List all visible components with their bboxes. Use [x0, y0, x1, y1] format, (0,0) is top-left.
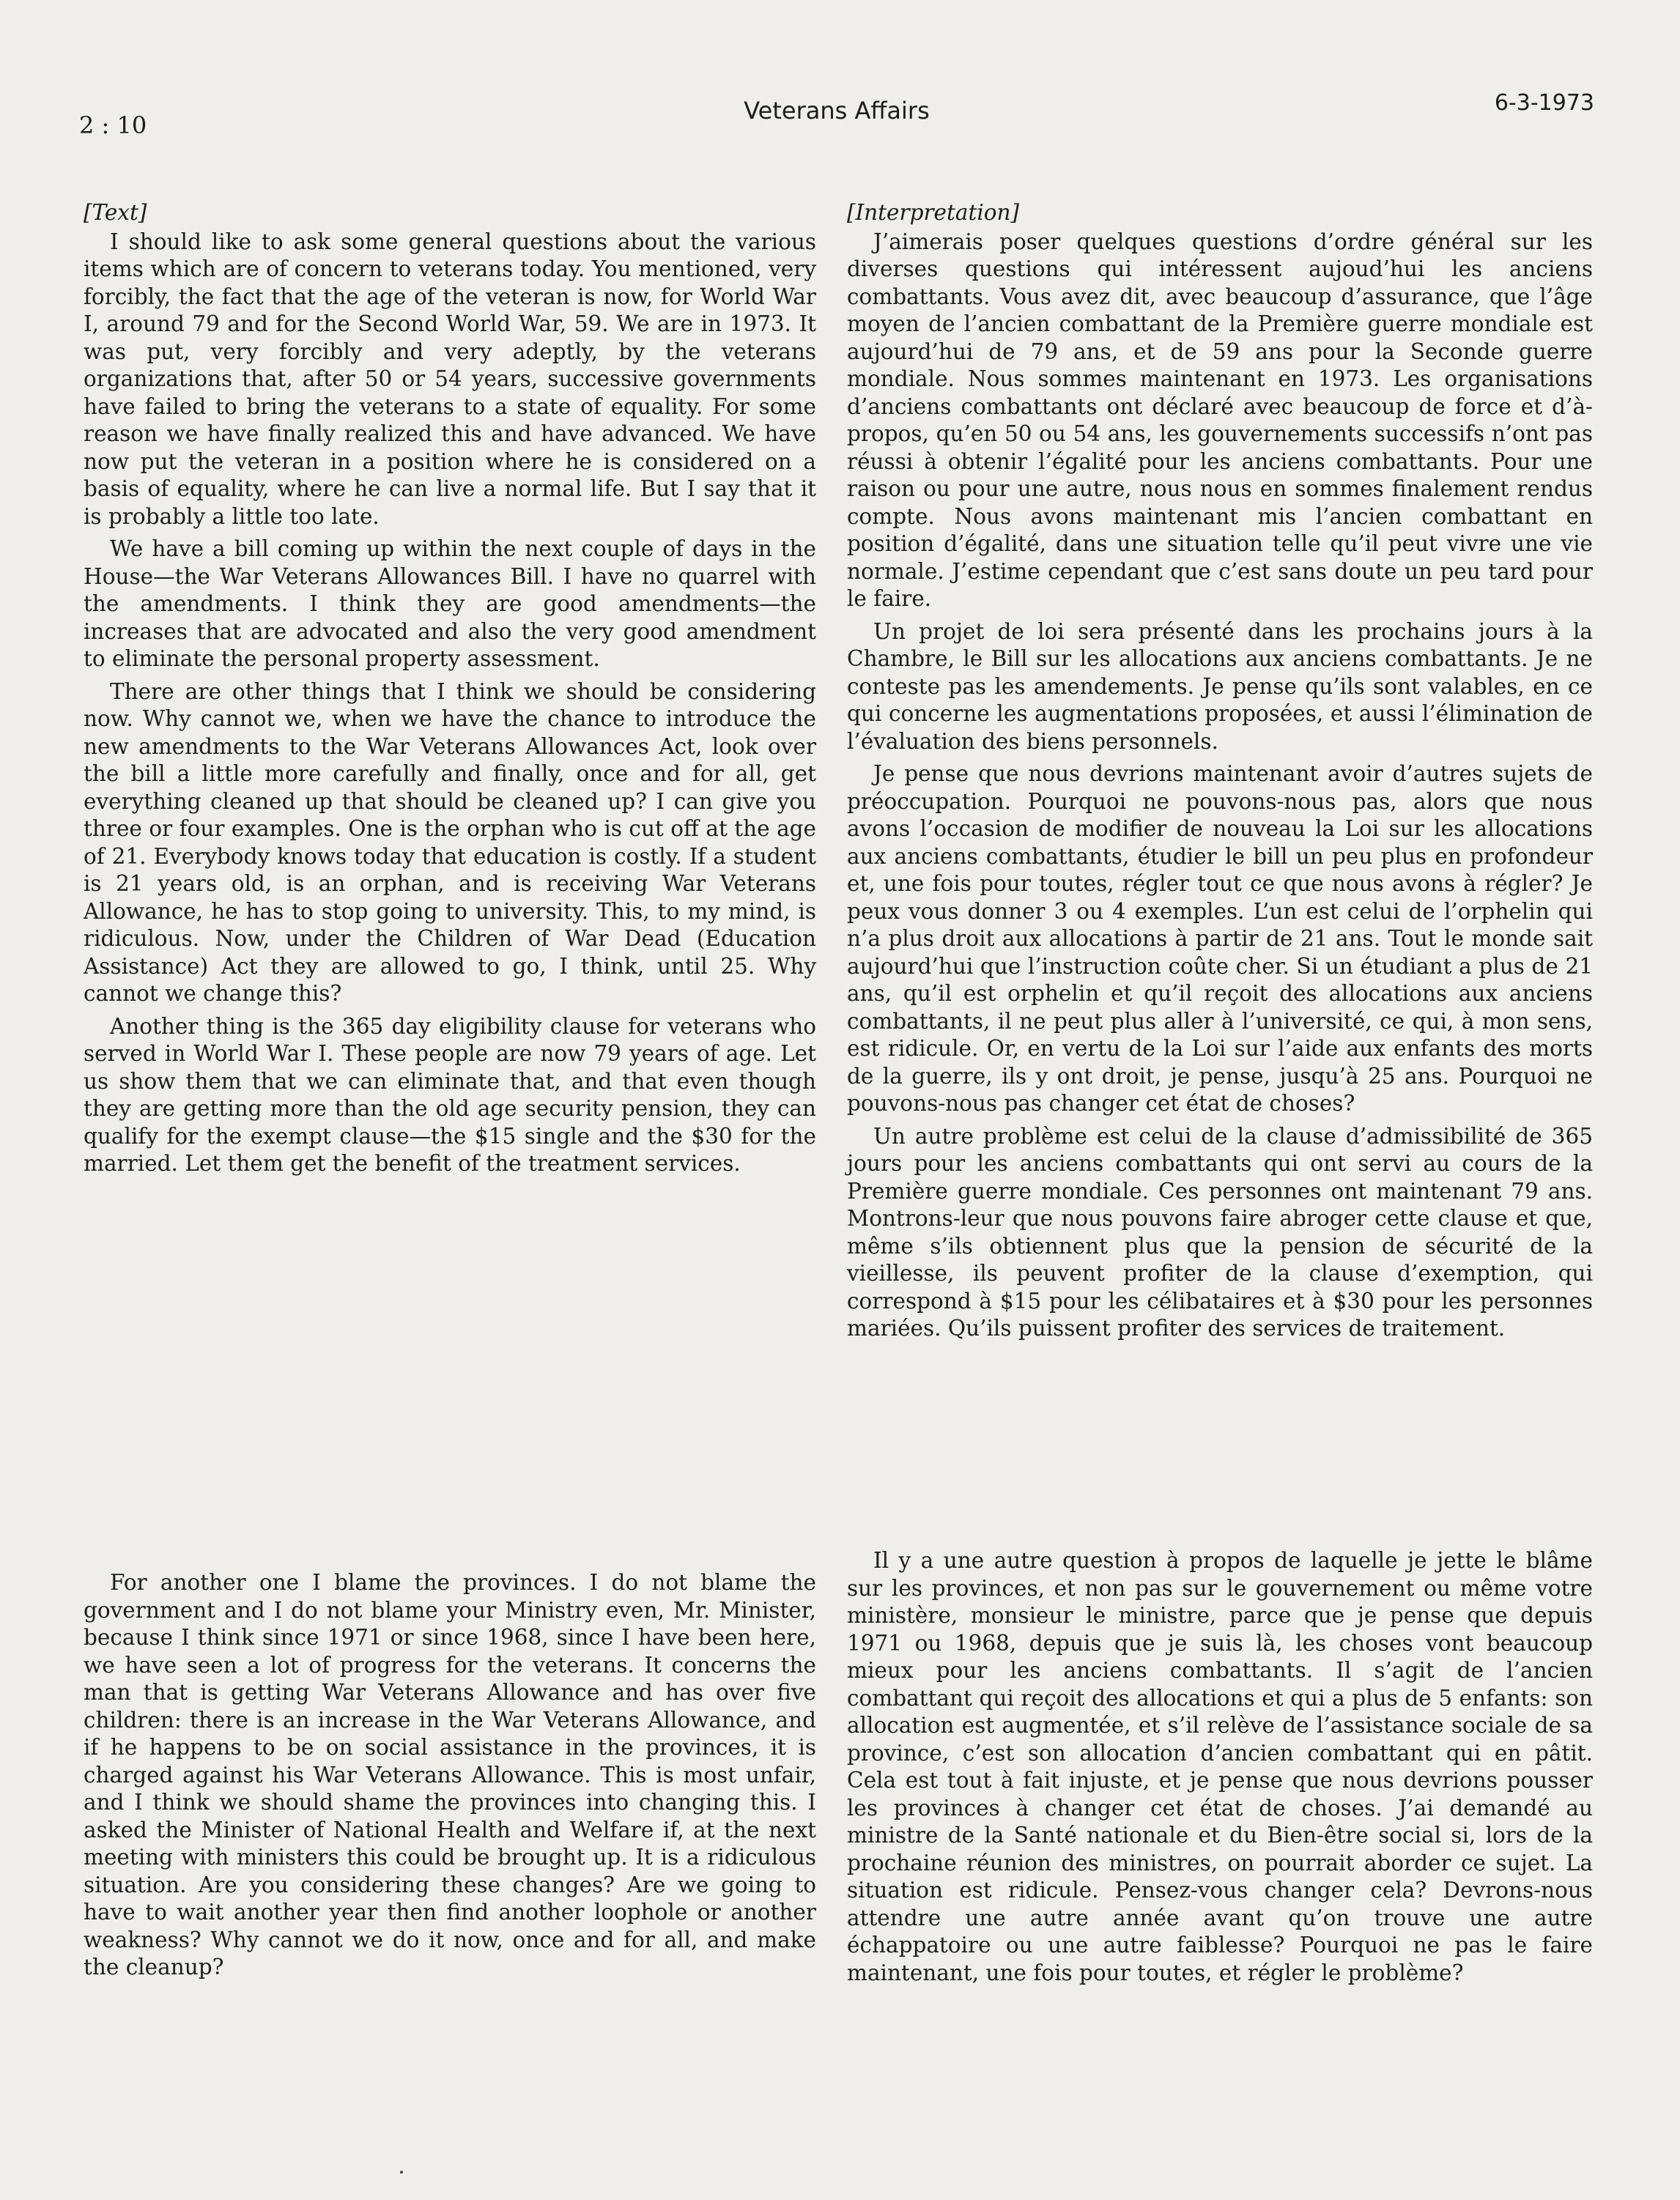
english-column-top	[84, 199, 816, 1183]
page-date: 6-3-1973	[1494, 90, 1594, 116]
page-speck	[400, 2171, 403, 2174]
running-title: Veterans Affairs	[744, 97, 930, 125]
text-label: [Text]	[84, 200, 147, 225]
french-paragraph: Un projet de loi sera présenté dans les prochains jours à la Chambre, le Bill sur les allocations aux anciens combattants. Je ne conteste pas les amendements. Je pense qu’ils sont valables, en ce qui concerne les augmentations proposées, et aussi l’élimination de l’évaluation des biens personnels.	[847, 618, 1593, 754]
english-paragraph: There are other things that I think we should be considering now. Why cannot we, when we have the chance to introduce the new amendments to the War Veterans Allowances Act, look over the bill a little more carefully and finally, once and for all, get everything cleaned up that should be cleaned up? I can give you three or four examples. One is the orphan who is cut off at the age of 21. Everybody knows today that education is costly. If a student is 21 years old, is an orphan, and is receiving War Veterans Allowance, he has to stop going to university. This, to my mind, is ridiculous. Now, under the Children of War Dead (Education Assistance) Act they are allowed to go, I think, until 25. Why cannot we change this?	[84, 678, 816, 1006]
french-paragraph: Je pense que nous devrions maintenant avoir d’autres sujets de préoccupation. Pourquoi ne pouvons-nous pas, alors que nous avons l’occasion de modifier de nouveau la Loi sur les allocations aux anciens combattants, étudier le bill un peu plus en profondeur et, une fois pour toutes, régler tout ce que nous avons à régler? Je peux vous donner 3 ou 4 exemples. L’un est celui de l’orphelin qui n’a plus droit aux allocations à partir de 21 ans. Tout le monde sait aujourd’hui que l’instruction coûte cher. Si un étudiant a plus de 21 ans, qu’il est orphelin et qu’il reçoit des allocations aux anciens combattants, il ne peut plus aller à l’université, ce qui, à mon sens, est ridicule. Or, en vertu de la Loi sur l’aide aux enfants des morts de la guerre, ils y ont droit, je pense, jusqu’à 25 ans. Pourquoi ne pouvons-nous pas changer cet état de choses?	[847, 761, 1593, 1116]
french-column-top	[847, 199, 1593, 1348]
page-header	[79, 86, 1594, 145]
english-paragraph: For another one I blame the provinces. I do not blame the government and I do not blame your Ministry even, Mr. Minister, because I think since 1971 or since 1968, since I have been here, we have seen a lot of progress for the veterans. It concerns the man that is getting War Veterans Allowance and has over five children: there is an increase in the War Veterans Allowance, and if he happens to be on social assistance in the provinces, it is charged against his War Veterans Allowance. This is most unfair, and I think we should shame the provinces into changing this. I asked the Minister of National Health and Welfare if, at the next meeting with ministers this could be brought up. It is a ridiculous situation. Are you considering these changes? Are we going to have to wait another year then find another loophole or another weakness? Why cannot we do it now, once and for all, and make the cleanup?	[84, 1570, 816, 1979]
french-paragraph: J’aimerais poser quelques questions d’ordre général sur les diverses questions qui intéressent aujoud’hui les anciens combattants. Vous avez dit, avec beaucoup d’assurance, que l’âge moyen de l’ancien combattant de la Première guerre mondiale est aujourd’hui de 79 ans, et de 59 ans pour la Seconde guerre mondiale. Nous sommes maintenant en 1973. Les organisations d’anciens combattants ont déclaré avec beaucoup de force et d’à-propos, qu’en 50 ou 54 ans, les gouvernements successifs n’ont pas réussi à obtenir l’égalité pour les anciens combattants. Pour une raison ou pour une autre, nous nous en sommes finalement rendus compte. Nous avons maintenant mis l’ancien combattant en position d’égalité, dans une situation telle qu’il peut vivre une vie normale. J’estime cependant que c’est sans doute un peu tard pour le faire.	[847, 229, 1593, 611]
interpretation-label: [Interpretation]	[847, 200, 1020, 225]
english-paragraph: Another thing is the 365 day eligibility clause for veterans who served in World War I. These people are now 79 years of age. Let us show them that we can eliminate that, and that even though they are getting more than the old age security pension, they can qualify for the exempt clause—the $15 single and the $30 for the married. Let them get the benefit of the treatment services.	[84, 1013, 816, 1176]
french-column-bottom	[847, 1547, 1593, 1992]
french-paragraph: Il y a une autre question à propos de laquelle je jette le blâme sur les provinces, et non pas sur le gouvernement ou même votre ministère, monsieur le ministre, parce que je pense que depuis 1971 ou 1968, depuis que je suis là, les choses vont beaucoup mieux pour les anciens combattants. Il s’agit de l’ancien combattant qui reçoit des allocations et qui a plus de 5 enfants: son allocation est augmentée, et s’il relève de l’assistance sociale de sa province, c’est son allocation d’ancien combattant qui en pâtit. Cela est tout à fait injuste, et je pense que nous devrions pousser les provinces à changer cet état de choses. J’ai demandé au ministre de la Santé nationale et du Bien-être social si, lors de la prochaine réunion des ministres, on pourrait aborder ce sujet. La situation est ridicule. Pensez-vous changer cela? Devrons-nous attendre une autre année avant qu’on trouve une autre échappatoire ou une autre faiblesse? Pourquoi ne pas le faire maintenant, une fois pour toutes, et régler le problème?	[847, 1548, 1593, 1985]
english-paragraph: I should like to ask some general questions about the various items which are of concern to veterans today. You mentioned, very forcibly, the fact that the age of the veteran is now, for World War I, around 79 and for the Second World War, 59. We are in 1973. It was put, very forcibly and very adeptly, by the veterans organizations that, after 50 or 54 years, successive governments have failed to bring the veterans to a state of equality. For some reason we have finally realized this and have advanced. We have now put the veteran in a position where he is considered on a basis of equality, where he can live a normal life. But I say that it is probably a little too late.	[84, 229, 816, 529]
english-column-bottom	[84, 1569, 816, 1987]
french-paragraph: Un autre problème est celui de la clause d’admissibilité de 365 jours pour les anciens combattants qui ont servi au cours de la Première guerre mondiale. Ces personnes ont maintenant 79 ans. Montrons-leur que nous pouvons faire abroger cette clause et que, même s’ils obtiennent plus que la pension de sécurité de la vieillesse, ils peuvent profiter de la clause d’exemption, qui correspond à $15 pour les célibataires et à $30 pour les personnes mariées. Qu’ils puissent profiter des services de traitement.	[847, 1123, 1593, 1341]
page-number: 2 : 10	[79, 111, 147, 139]
english-paragraph: We have a bill coming up within the next couple of days in the House—the War Veterans Allowances Bill. I have no quarrel with the amendments. I think they are good amendments—the increases that are advocated and also the very good amendment to eliminate the personal property assessment.	[84, 536, 816, 671]
